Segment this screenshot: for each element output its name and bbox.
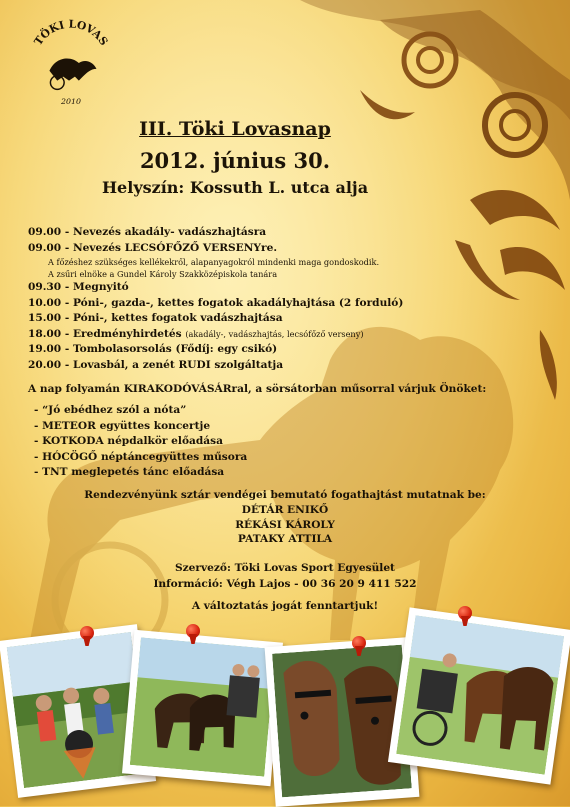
guests-list [0, 503, 570, 547]
event-title: III. Töki Lovasnap [139, 118, 331, 140]
pin-icon [186, 624, 200, 638]
organizer-label: Szervező: Töki Lovas Sport Egyesület [175, 562, 395, 574]
schedule-row: 09.30 - Megnyitó [28, 281, 129, 293]
program-item: - KOTKODA népdalkör előadása [34, 435, 223, 448]
schedule-row: 15.00 - Póni-, kettes fogatok vadászhajtása [28, 312, 283, 324]
program-item: - METEOR együttes koncertje [34, 419, 211, 432]
organizer [0, 560, 570, 592]
schedule-row: 09.00 - Nevezés akadály- vadászhajtásra [28, 226, 267, 238]
guest-name: DÉTÁR ENIKŐ [241, 504, 329, 516]
fair-intro: A nap folyamán KIRAKODÓVÁSÁRral, a sörsátorban műsorral várjuk Önöket: [28, 383, 487, 395]
schedule-row: 09.00 - Nevezés LECSÓFŐZŐ VERSENYre. [28, 241, 278, 254]
pin-icon [352, 636, 366, 650]
schedule-note: A zsűri elnöke a Gundel Károly Szakközépiskola tanára [48, 269, 278, 279]
photo-driver [388, 607, 570, 784]
program-list [34, 403, 247, 481]
program-item: - “Jó ebédhez szól a nóta” [34, 404, 187, 416]
guests-intro: Rendezvényünk sztár vendégei bemutató fogathajtást mutatnak be: [84, 489, 486, 501]
photo-carriage [122, 630, 283, 786]
event-location: Helyszín: Kossuth L. utca alja [101, 178, 369, 197]
guest-name: PATAKY ATTILA [237, 533, 333, 545]
schedule-note: A főzéshez szükséges kellékekről, alapanyagokról mindenki maga gondoskodik. [48, 257, 380, 267]
pin-icon [80, 626, 94, 640]
event-date: 2012. június 30. [139, 148, 331, 173]
program-item: - HÓCÖGŐ néptáncegyüttes műsora [34, 450, 248, 463]
schedule-row: 10.00 - Póni-, gazda-, kettes fogatok akadályhajtása (2 forduló) [28, 296, 404, 309]
organizer-info: Információ: Végh Lajos - 00 36 20 9 411 522 [153, 578, 417, 590]
schedule-row: 18.00 - Eredményhirdetés (akadály-, vadászhajtás, lecsófőző verseny) [28, 327, 364, 340]
club-logo [22, 12, 120, 110]
svg-text:TÖKI LOVAS: TÖKI LOVAS [31, 17, 111, 48]
guest-name: RÉKÁSI KÁROLY [235, 518, 335, 531]
schedule [28, 225, 468, 373]
pin-icon [458, 606, 472, 620]
schedule-row: 20.00 - Lovasbál, a zenét RUDI szolgáltatja [28, 358, 284, 371]
notice: A változtatás jogát fenntartjuk! [191, 600, 379, 612]
schedule-row: 19.00 - Tombolasorsolás (Fődíj: egy csikó) [28, 343, 278, 355]
program-item: - TNT meglepetés tánc előadása [34, 466, 225, 479]
svg-text:2010: 2010 [61, 97, 81, 107]
